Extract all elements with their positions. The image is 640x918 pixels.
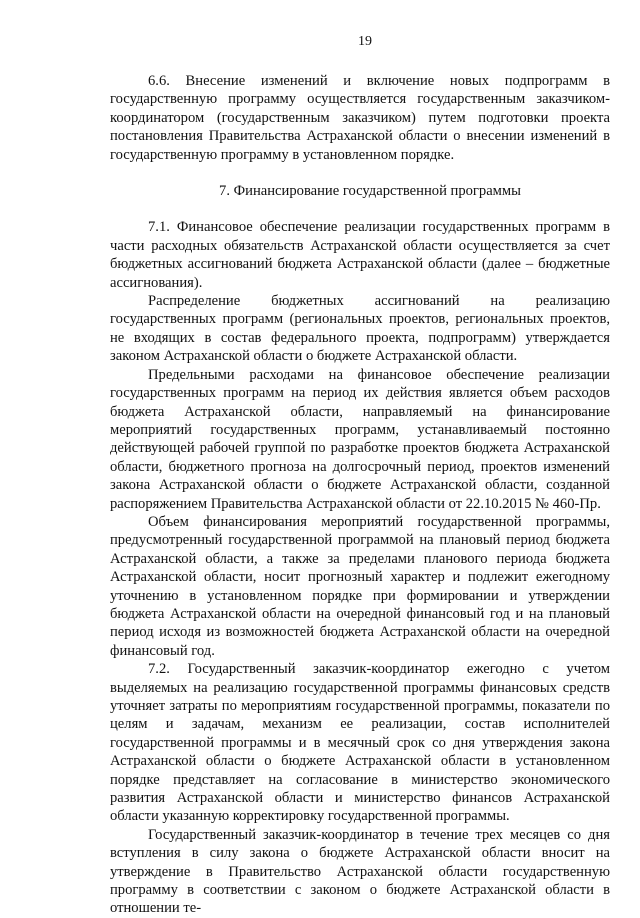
paragraph-6-6: 6.6. Внесение изменений и включение новых подпрограмм в государственную программу осуществляется государственным заказчиком-координатором (государственным заказчиком) путем подготовки проекта постановления Правительства Астраханской области о внесении изменений в государственную программу в установленном порядке. (110, 73, 610, 163)
paragraph-budget-distribution: Распределение бюджетных ассигнований на реализацию государственных программ (региональных проектов, региональных проектов, не входящих в состав федерального проекта, подпрограмм) утверждается законом Астраханской области о бюджете Астраханской области. (110, 293, 610, 365)
paragraph-7-1: 7.1. Финансовое обеспечение реализации государственных программ в части расходных обязательств Астраханской области осуществляется за счет бюджетных ассигнований бюджета Астраханской области (далее – бюджетные ассигнования). (110, 219, 610, 291)
document-page (110, 34, 610, 918)
page-number: 19 (358, 34, 372, 49)
paragraph-financing-volume: Объем финансирования мероприятий государственной программы, предусмотренный государственной программой на плановый период бюджета Астраханской области, а также за пределами планового периода бюджета Астраханской области, носит прогнозный характер и подлежит ежегодному уточнению в установленном порядке при формировании и утверждении бюджета Астраханской области на очередной финансовый год и на плановый период исходя из возможностей бюджета Астраханской области на очередной финансовый год. (110, 513, 610, 659)
paragraph-7-2: 7.2. Государственный заказчик-координатор ежегодно с учетом выделяемых на реализацию государственной программы финансовых средств уточняет затраты по мероприятиям государственной программы, показатели по целям и задачам, механизм ее реализации, состав исполнителей государственной программы и в месячный срок со дня утверждения закона Астраханской области о бюджете Астраханской области в установленном порядке представляет на согласование в министерство экономического развития Астраханской области и министерство финансов Астраханской области указанную корректировку государственной программы. (110, 661, 610, 825)
section-title: 7. Финансирование государственной программы (219, 183, 521, 200)
paragraph-limit-expenses: Предельными расходами на финансовое обеспечение реализации государственных программ на период их действия является объем расходов бюджета Астраханской области, направляемый на финансирование мероприятий государственных программ, устанавливаемый постоянно действующей рабочей группой по разработке проектов бюджета Астраханской области, бюджетного прогноза на долгосрочный период, проектов изменений закона Астраханской области о бюджете Астраханской области, созданной распоряжением Правительства Астраханской области от 22.10.2015 № 460-Пр. (110, 366, 610, 512)
paragraph-coordinator: Государственный заказчик-координатор в течение трех месяцев со дня вступления в силу закона о бюджете Астраханской области вносит на утверждение в Правительство Астраханской области государственную программу в соответствии с законом о бюджете Астраханской области в отношении те- (110, 826, 610, 917)
